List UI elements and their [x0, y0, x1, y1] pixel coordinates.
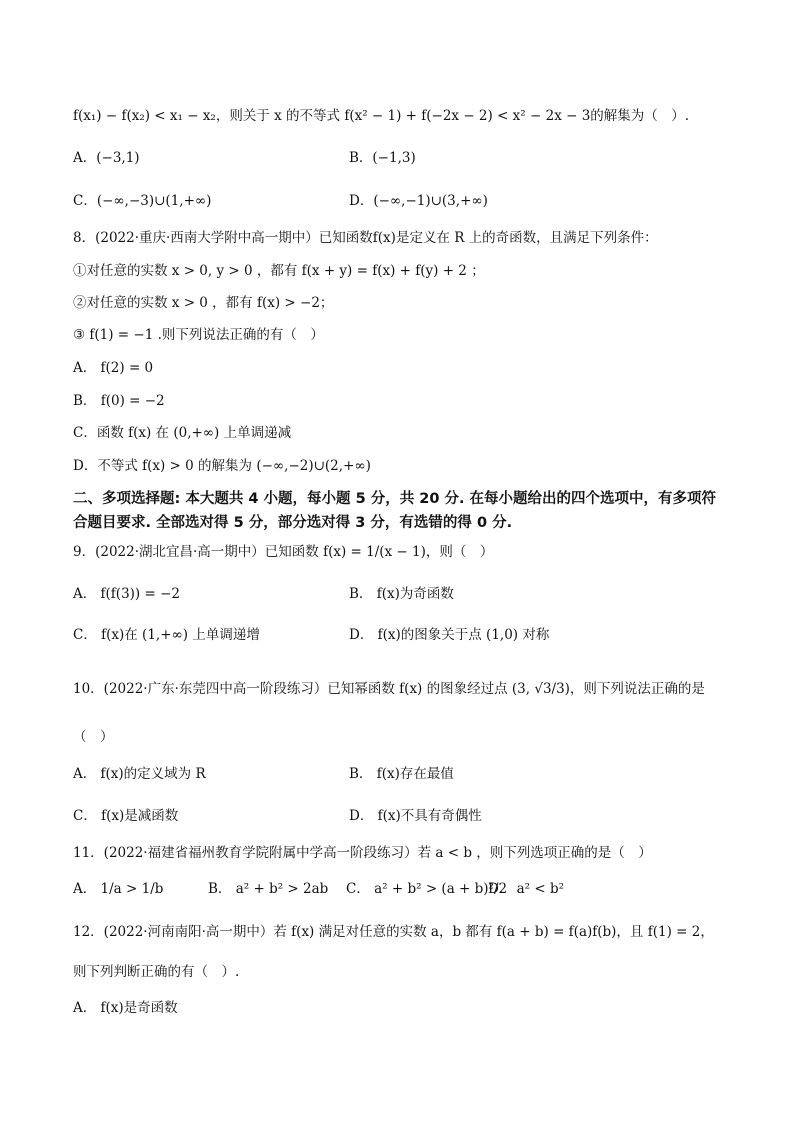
q8-condition-2: ②对任意的实数 x > 0 ，都有 f(x) > −2； [73, 295, 334, 311]
q11-option-d[interactable]: D． a² < b² [488, 881, 565, 897]
q10-option-a[interactable]: A． f(x)的定义域为 R [73, 766, 206, 782]
q7-option-d[interactable]: D．(−∞,−1)∪(3,+∞) [349, 193, 488, 209]
q11-option-b[interactable]: B． a² + b² > 2ab [208, 881, 329, 897]
q7-stem-continuation: f(x₁) − f(x₂) < x₁ − x₂，则关于 x 的不等式 f(x² − 1) + f(−2x − 2) < x² − 2x − 3的解集为（ ）. [73, 108, 690, 124]
q8-condition-3: ③ f(1) = −1 .则下列说法正确的有（ ） [73, 327, 324, 343]
q9-option-d[interactable]: D． f(x)的图象关于点 (1,0) 对称 [349, 627, 550, 643]
q10-option-b[interactable]: B． f(x)存在最值 [349, 766, 454, 782]
section-2-heading: 二、多项选择题: 本大题共 4 小题，每小题 5 分，共 20 分. 在每小题给出的四个选项中，有多项符合题目要求. 全部选对得 5 分，部分选对得 3 分，有选错的得 0 分. [73, 491, 717, 531]
q7-option-a[interactable]: A．(−3,1) [73, 150, 140, 166]
q10-stem: 10．(2022·广东·东莞四中高一阶段练习）已知幂函数 f(x) 的图象经过点 (3, √3/3)，则下列说法正确的是 [73, 681, 705, 697]
q12-stem-continuation: 则下列判断正确的有（ ）. [73, 964, 240, 980]
q8-option-d[interactable]: D．不等式 f(x) > 0 的解集为 (−∞,−2)∪(2,+∞) [73, 458, 371, 474]
q8-stem: 8．(2022·重庆·西南大学附中高一期中）已知函数f(x)是定义在 R 上的奇函数，且满足下列条件： [73, 230, 658, 246]
q11-stem: 11．(2022·福建省福州教育学院附属中学高一阶段练习）若 a < b ，则下列选项正确的是（ ） [73, 845, 652, 861]
q7-option-c[interactable]: C．(−∞,−3)∪(1,+∞) [73, 193, 212, 209]
q9-stem: 9．(2022·湖北宜昌·高一期中）已知函数 f(x) = 1/(x − 1)，则（ ） [73, 544, 494, 560]
q9-option-b[interactable]: B． f(x)为奇函数 [349, 586, 454, 602]
q9-option-c[interactable]: C． f(x)在 (1,+∞) 上单调递增 [73, 627, 260, 643]
q10-stem-continuation: （ ） [73, 729, 114, 745]
q8-option-a[interactable]: A． f(2) = 0 [73, 360, 154, 376]
q9-option-a[interactable]: A． f(f(3)) = −2 [73, 586, 180, 602]
q12-option-a[interactable]: A． f(x)是奇函数 [73, 1000, 178, 1016]
q12-stem: 12．(2022·河南南阳·高一期中）若 f(x) 满足对任意的实数 a，b 都有 f(a + b) = f(a)f(b)，且 f(1) = 2， [73, 924, 714, 940]
q8-option-b[interactable]: B． f(0) = −2 [73, 393, 165, 409]
q8-condition-1: ①对任意的实数 x > 0, y > 0 ，都有 f(x + y) = f(x) + f(y) + 2 ； [73, 263, 485, 279]
q10-option-c[interactable]: C． f(x)是减函数 [73, 808, 179, 824]
q11-option-c[interactable]: C． a² + b² > (a + b)²/2 [346, 881, 508, 897]
q8-option-c[interactable]: C．函数 f(x) 在 (0,+∞) 上单调递减 [73, 425, 292, 441]
q11-option-a[interactable]: A． 1/a > 1/b [73, 881, 164, 897]
q7-option-b[interactable]: B．(−1,3) [349, 150, 416, 166]
q10-option-d[interactable]: D． f(x)不具有奇偶性 [349, 808, 482, 824]
